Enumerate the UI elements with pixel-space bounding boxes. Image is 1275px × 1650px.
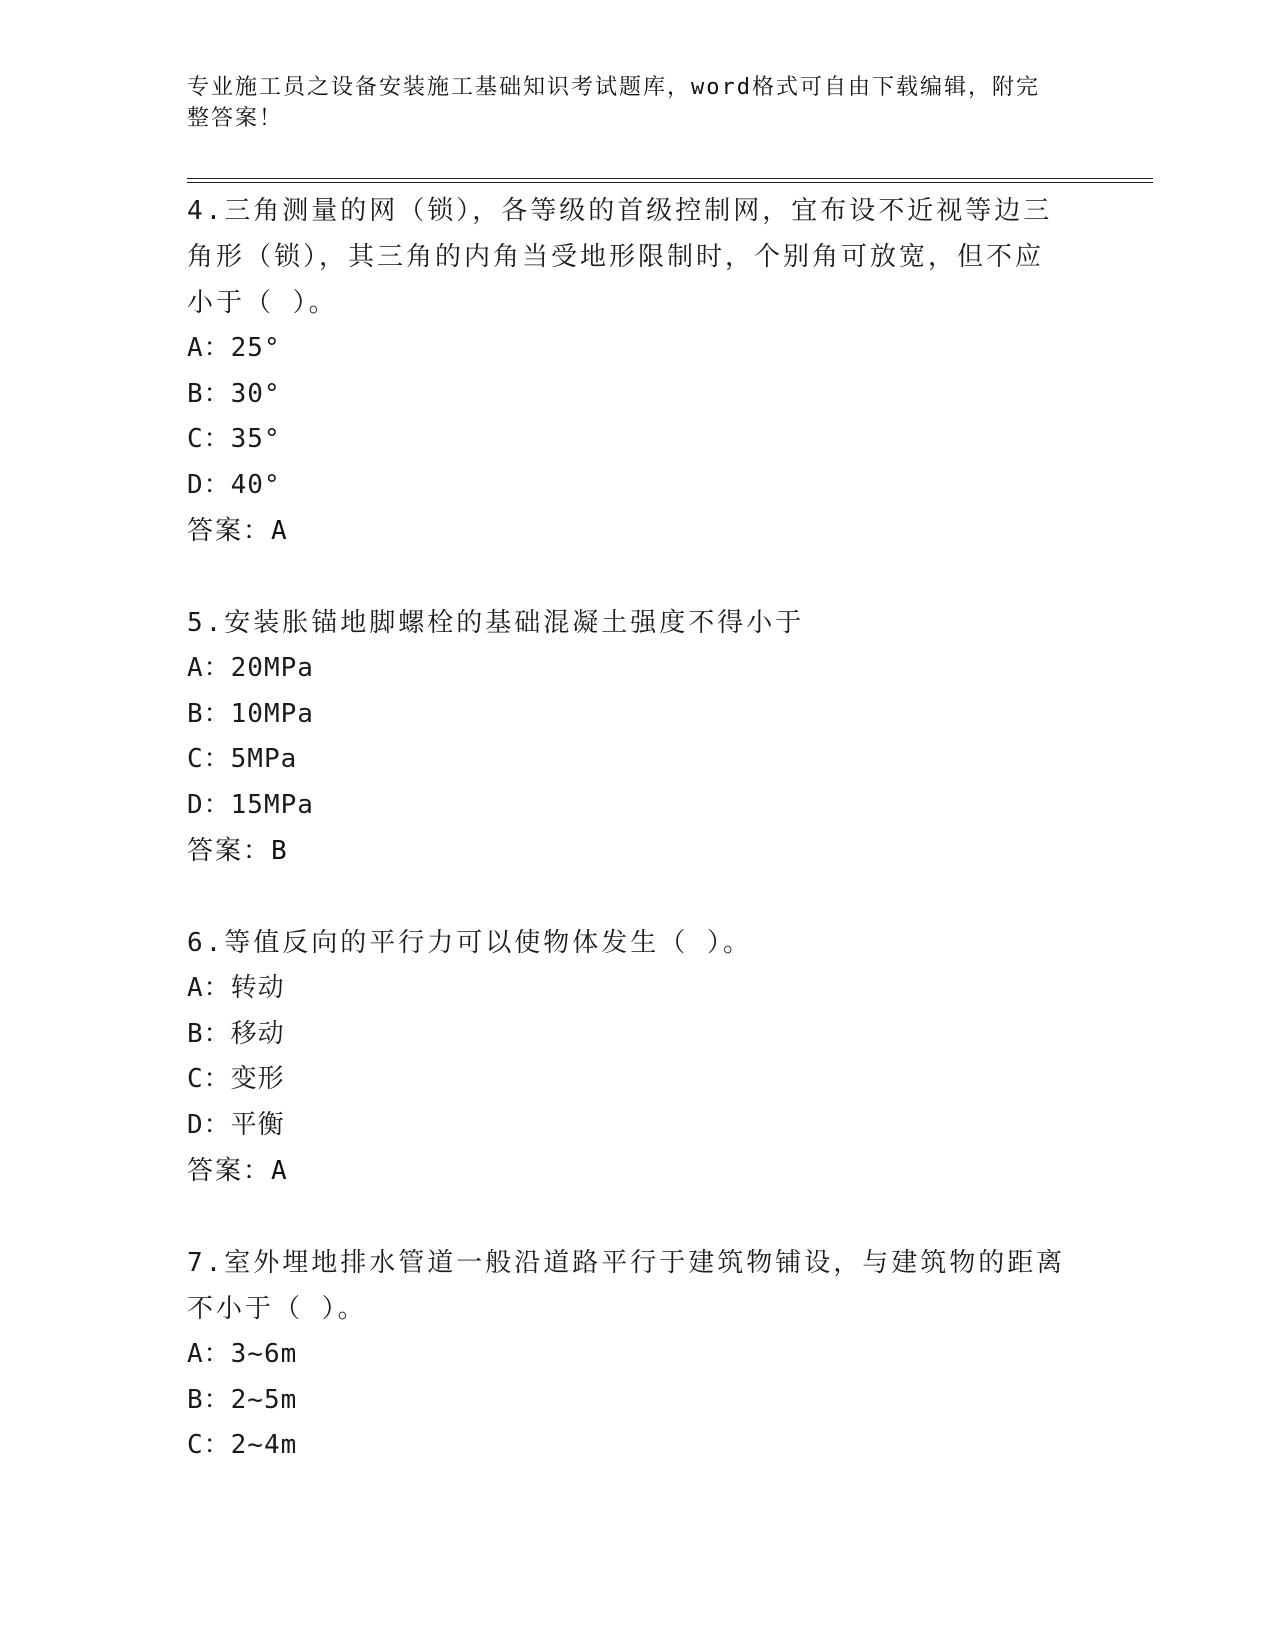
header-line-2: 整答案！ xyxy=(187,106,284,131)
option-b: B：移动 xyxy=(187,1018,285,1049)
option-c: C：变形 xyxy=(187,1064,285,1094)
answer-label: 答案：A xyxy=(187,516,289,546)
question-stem-line: 5.安装胀锚地脚螺栓的基础混凝土强度不得小于 xyxy=(187,608,805,638)
question-stem-line: 不小于（ ）。 xyxy=(187,1294,367,1324)
question-stem-line: 小于（ ）。 xyxy=(187,288,338,318)
question-stem-line: 7.室外埋地排水管道一般沿道路平行于建筑物铺设，与建筑物的距离 xyxy=(187,1248,1066,1278)
question-list xyxy=(187,188,1067,1469)
option-c: C：2~4m xyxy=(187,1430,298,1460)
option-c: C：5MPa xyxy=(187,744,298,774)
option-d: D：40° xyxy=(187,469,281,500)
document-header xyxy=(187,72,1057,134)
option-a: A：25° xyxy=(187,333,281,363)
question-7 xyxy=(187,1240,1067,1469)
option-c: C：35° xyxy=(187,424,281,454)
question-6 xyxy=(187,920,1067,1194)
question-stem-line: 6.等值反向的平行力可以使物体发生（ ）。 xyxy=(187,928,752,958)
header-divider-top xyxy=(187,178,1153,179)
header-divider-bottom xyxy=(187,182,1153,183)
answer-label: 答案：B xyxy=(187,836,289,866)
question-5 xyxy=(187,600,1067,874)
option-d: D：15MPa xyxy=(187,789,314,820)
option-a: A：20MPa xyxy=(187,653,314,683)
question-4 xyxy=(187,188,1067,554)
option-b: B：2~5m xyxy=(187,1384,298,1415)
option-a: A：3~6m xyxy=(187,1339,298,1369)
option-b: B：30° xyxy=(187,378,281,409)
question-stem-line: 角形（锁），其三角的内角当受地形限制时，个别角可放宽，但不应 xyxy=(187,242,1045,272)
option-a: A：转动 xyxy=(187,973,285,1003)
question-stem-line: 4.三角测量的网（锁），各等级的首级控制网，宜布设不近视等边三 xyxy=(187,196,1053,226)
option-b: B：10MPa xyxy=(187,698,314,729)
answer-label: 答案：A xyxy=(187,1156,289,1186)
option-d: D：平衡 xyxy=(187,1109,285,1140)
header-line-1: 专业施工员之设备安装施工基础知识考试题库，word格式可自由下载编辑，附完 xyxy=(187,75,1040,100)
